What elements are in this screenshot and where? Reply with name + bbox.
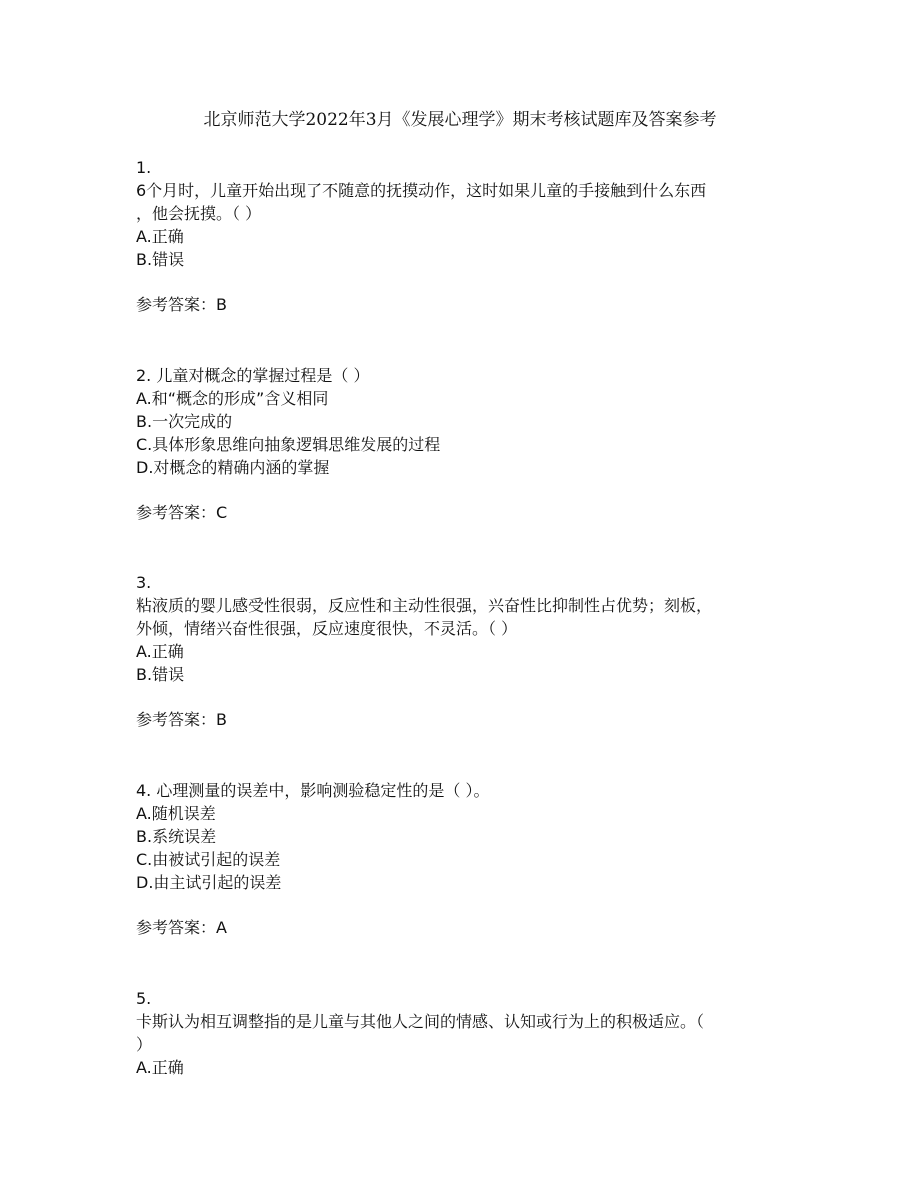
question-3-answer: 参考答案：B	[136, 710, 227, 729]
question-5-text-line-1: 卡斯认为相互调整指的是儿童与其他人之间的情感、认知或行为上的积极适应。（	[136, 1012, 705, 1031]
question-5	[136, 987, 816, 1079]
question-2-text: 2. 儿童对概念的掌握过程是（ ）	[136, 366, 370, 385]
question-3-option-b: B.错误	[136, 665, 185, 684]
question-2-answer: 参考答案：C	[136, 503, 228, 522]
question-1-text-line-1: 6个月时，儿童开始出现了不随意的抚摸动作，这时如果儿童的手接触到什么东西	[136, 181, 707, 200]
question-4-option-c: C.由被试引起的误差	[136, 850, 281, 869]
question-4-option-d: D.由主试引起的误差	[136, 873, 282, 892]
question-4	[136, 779, 816, 939]
question-3-number: 3.	[136, 573, 152, 592]
question-1	[136, 156, 816, 316]
question-2-option-a: A.和“概念的形成”含义相同	[136, 389, 329, 408]
question-2-option-c: C.具体形象思维向抽象逻辑思维发展的过程	[136, 435, 441, 454]
question-3	[136, 571, 816, 731]
question-1-option-b: B.错误	[136, 250, 185, 269]
question-2-option-b: B.一次完成的	[136, 412, 233, 431]
question-2-option-d: D.对概念的精确内涵的掌握	[136, 458, 330, 477]
question-1-number: 1.	[136, 158, 152, 177]
question-2	[136, 364, 816, 524]
question-5-option-a: A.正确	[136, 1058, 184, 1077]
question-5-text-line-2: ）	[136, 1035, 153, 1054]
question-4-option-a: A.随机误差	[136, 804, 216, 823]
question-3-option-a: A.正确	[136, 642, 184, 661]
document-title: 北京师范大学2022年3月《发展心理学》期末考核试题库及答案参考	[203, 110, 717, 130]
question-1-option-a: A.正确	[136, 227, 184, 246]
question-1-text-line-2: ，他会抚摸。（ ）	[136, 204, 262, 223]
question-4-option-b: B.系统误差	[136, 827, 217, 846]
question-5-number: 5.	[136, 989, 152, 1008]
question-3-text-line-2: 外倾，情绪兴奋性很强，反应速度很快，不灵活。（ ）	[136, 619, 518, 638]
question-3-text-line-1: 粘液质的婴儿感受性很弱，反应性和主动性很强，兴奋性比抑制性占优势；刻板，	[136, 596, 713, 615]
question-4-text: 4. 心理测量的误差中，影响测验稳定性的是（ ）。	[136, 781, 490, 800]
question-4-answer: 参考答案：A	[136, 918, 227, 937]
question-1-answer: 参考答案：B	[136, 295, 227, 314]
